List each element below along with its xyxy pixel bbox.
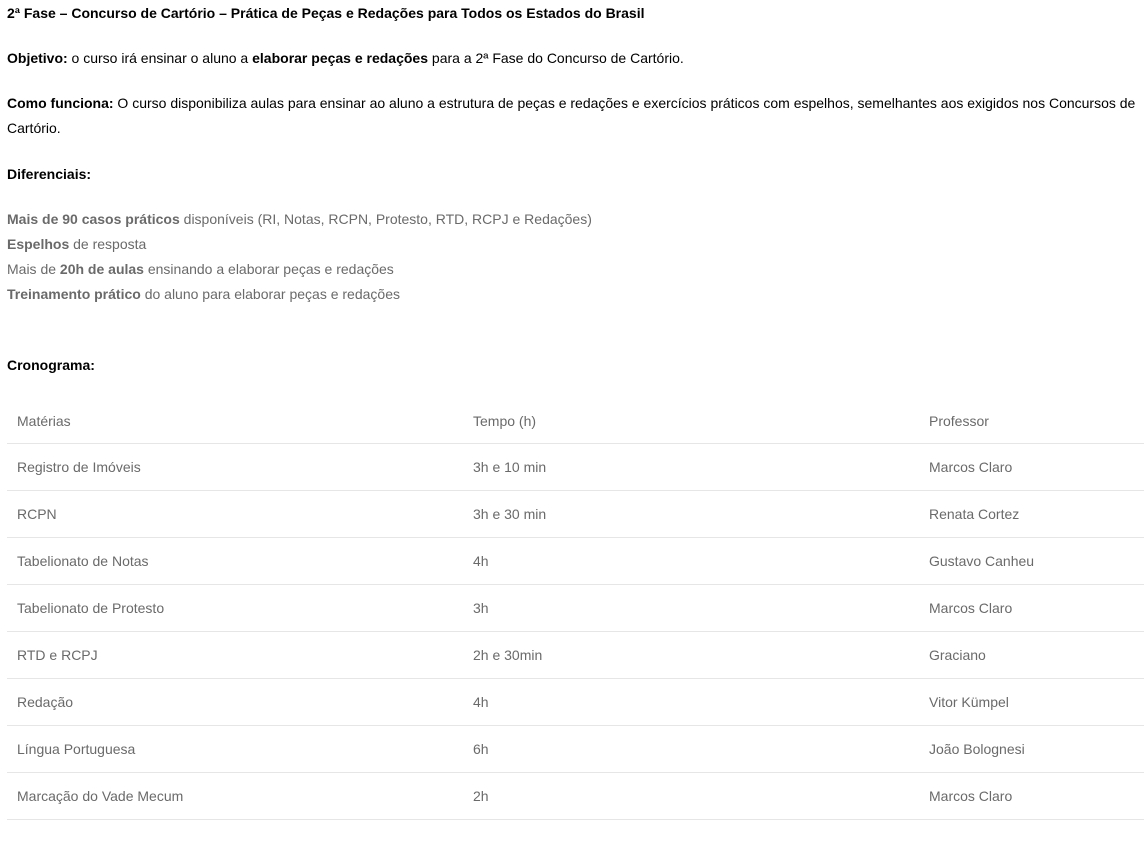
cell-tempo: 6h [463, 726, 919, 773]
list-item-highlight: Espelhos [7, 236, 70, 252]
cell-professor: João Bolognesi [919, 726, 1144, 773]
list-item-highlight: 20h de aulas [59, 261, 144, 277]
cell-materia: RTD e RCPJ [7, 632, 463, 679]
cell-materia: RCPN [7, 491, 463, 538]
cell-materia: Marcação do Vade Mecum [7, 773, 463, 820]
cell-tempo: 2h e 30min [463, 632, 919, 679]
diferenciais-list [7, 207, 1144, 307]
como-funciona-text: O curso disponibiliza aulas para ensinar ao aluno a estrutura de peças e redações e exercícios práticos com espelhos, semelhantes aos exigidos nos Concursos de Cartório. [7, 95, 1136, 136]
table-row [7, 538, 1144, 585]
list-item-text: de resposta [69, 236, 147, 252]
table-row [7, 773, 1144, 820]
column-header-materias: Matérias [7, 398, 463, 444]
objetivo-text-before: o curso irá ensinar o aluno a [67, 50, 253, 66]
table-row [7, 491, 1144, 538]
column-header-tempo: Tempo (h) [463, 398, 919, 444]
list-item [7, 257, 1144, 282]
cell-materia: Redação [7, 679, 463, 726]
list-item-text: do aluno para elaborar peças e redações [140, 286, 400, 302]
list-item-text: disponíveis (RI, Notas, RCPN, Protesto, RTD, RCPJ e Redações) [179, 211, 592, 227]
course-title: 2ª Fase – Concurso de Cartório – Prática de Peças e Redações para Todos os Estados do Brasil [7, 5, 645, 21]
list-item [7, 207, 1144, 232]
diferenciais-heading: Diferenciais: [7, 166, 92, 182]
column-header-professor: Professor [919, 398, 1144, 444]
cell-professor: Marcos Claro [919, 585, 1144, 632]
objetivo-label: Objetivo: [7, 50, 68, 66]
objetivo-paragraph [7, 46, 1144, 71]
cell-tempo: 4h [463, 679, 919, 726]
como-funciona-label: Como funciona: [7, 95, 114, 111]
cell-professor: Renata Cortez [919, 491, 1144, 538]
cronograma-heading: Cronograma: [7, 357, 95, 373]
cell-professor: Vitor Kümpel [919, 679, 1144, 726]
cell-professor: Marcos Claro [919, 444, 1144, 491]
cell-materia: Língua Portuguesa [7, 726, 463, 773]
table-row [7, 679, 1144, 726]
list-item [7, 282, 1144, 307]
cronograma-table [7, 398, 1144, 820]
cell-materia: Tabelionato de Protesto [7, 585, 463, 632]
como-funciona-paragraph [7, 91, 1144, 141]
list-item-text: Mais de [7, 261, 60, 277]
list-item-text: ensinando a elaborar peças e redações [143, 261, 394, 277]
objetivo-text-after: para a 2ª Fase do Concurso de Cartório. [428, 50, 684, 66]
cell-tempo: 4h [463, 538, 919, 585]
list-item-highlight: Mais de 90 casos práticos [7, 211, 180, 227]
cell-tempo: 3h e 30 min [463, 491, 919, 538]
cell-tempo: 3h e 10 min [463, 444, 919, 491]
table-row [7, 726, 1144, 773]
table-header-row [7, 398, 1144, 444]
cell-professor: Graciano [919, 632, 1144, 679]
cell-tempo: 3h [463, 585, 919, 632]
list-item-highlight: Treinamento prático [7, 286, 141, 302]
table-row [7, 585, 1144, 632]
table-row [7, 632, 1144, 679]
cell-tempo: 2h [463, 773, 919, 820]
cell-professor: Gustavo Canheu [919, 538, 1144, 585]
cell-materia: Tabelionato de Notas [7, 538, 463, 585]
article-content [7, 0, 1144, 820]
objetivo-highlight: elaborar peças e redações [252, 50, 429, 66]
table-row [7, 444, 1144, 491]
cell-professor: Marcos Claro [919, 773, 1144, 820]
list-item [7, 232, 1144, 257]
cell-materia: Registro de Imóveis [7, 444, 463, 491]
